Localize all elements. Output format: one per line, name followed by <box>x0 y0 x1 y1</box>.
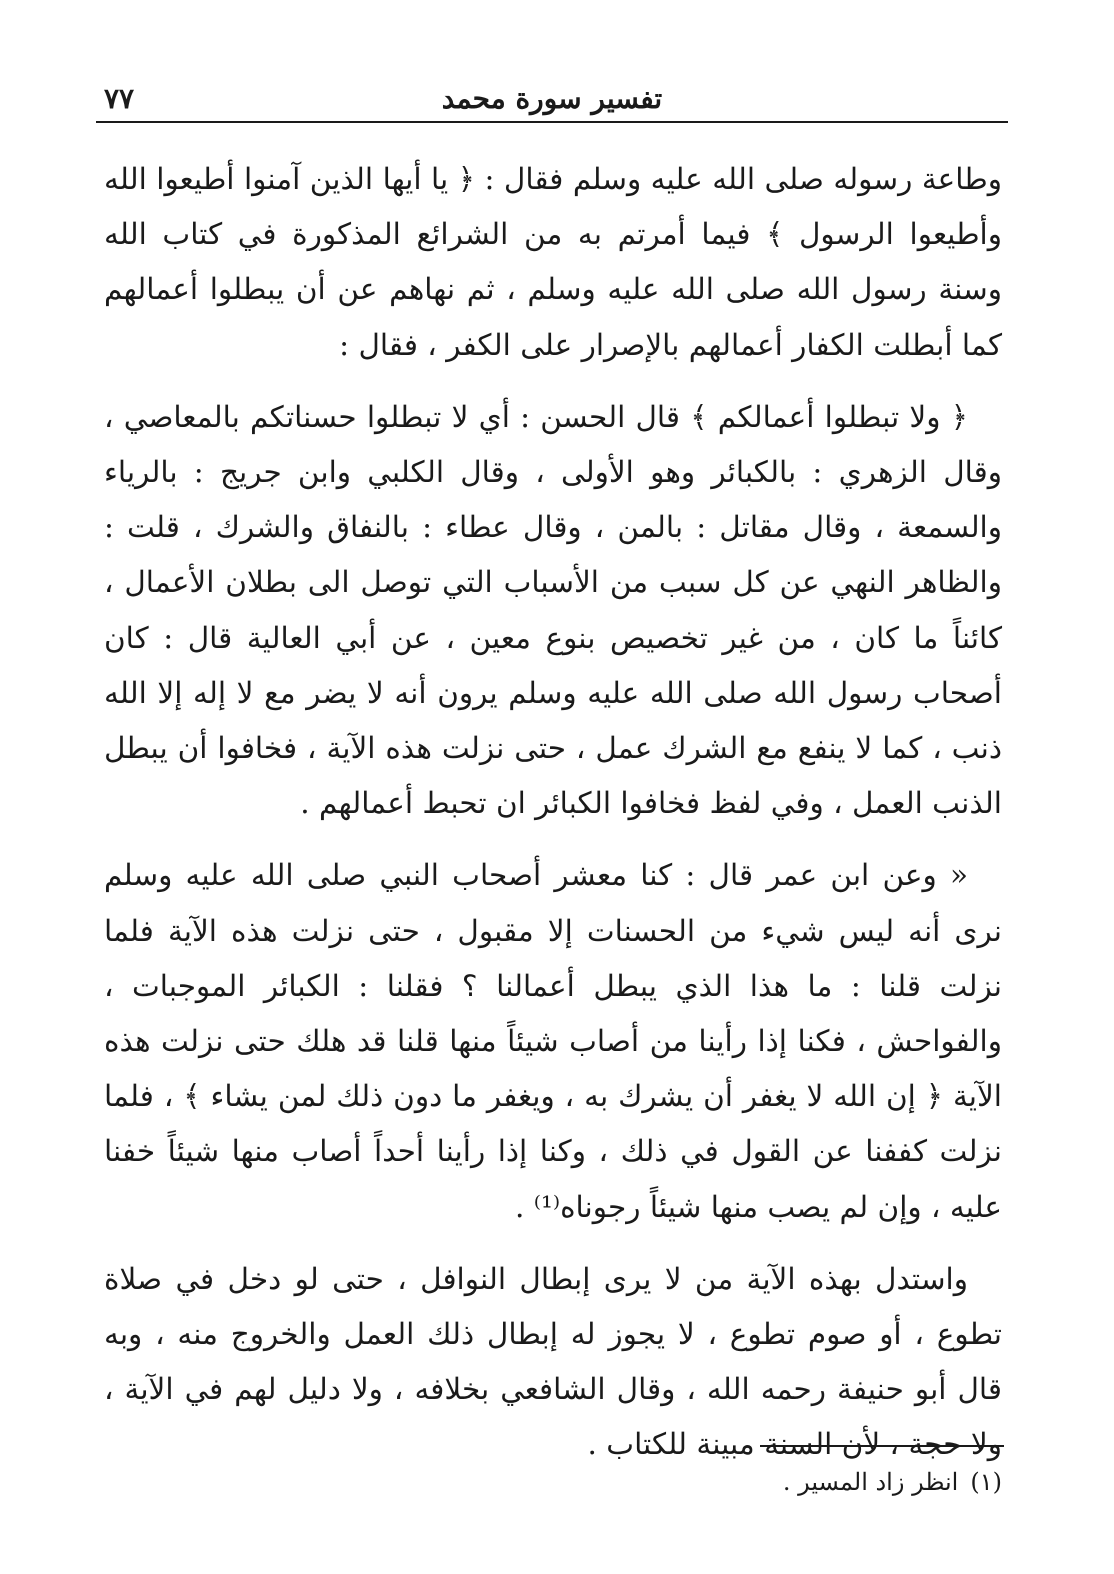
paragraph-ibn-umar-narration: « وعن ابن عمر قال : كنا معشر أصحاب النبي صلى الله عليه وسلم نرى أنه ليس شيء من الحسنات إلا مقبول ، حتى نزلت هذه الآية فلما نزلت قلنا : ما هذا الذي يبطل أعمالنا ؟ فقلنا : الكبائر الموجبات ، والفواحش ، فكنا إذا رأينا من أصاب شيئاً منها قلنا قد هلك حتى نزلت هذه الآية ﴿ إن الله لا يغفر أن يشرك به ، ويغفر ما دون ذلك لمن يشاء ﴾ ، فلما نزلت كففنا عن القول في ذلك ، وكنا إذا رأينا أحداً أصاب منها شيئاً خفنا عليه ، وإن لم يصب منها شيئاً رجوناه⁽¹⁾ . <box>104 858 1002 1224</box>
header-divider <box>96 121 1008 123</box>
chapter-title: تفسير سورة محمد <box>441 82 663 115</box>
running-header <box>96 78 1008 118</box>
footnote-divider <box>760 1445 1004 1447</box>
paragraph-obedience: وطاعة رسوله صلى الله عليه وسلم فقال : ﴿ يا أيها الذين آمنوا أطيعوا الله وأطيعوا الرسول ﴾ فيما أمرتم به من الشرائع المذكورة في كتاب الله وسنة رسول الله صلى الله عليه وسلم ، ثم نهاهم عن أن يبطلوا أعمالهم كما أبطلت الكفار أعمالهم بالإصرار على الكفر ، فقال : <box>104 162 1002 362</box>
paragraph-do-not-nullify-deeds: ﴿ ولا تبطلوا أعمالكم ﴾ قال الحسن : أي لا تبطلوا حسناتكم بالمعاصي ، وقال الزهري : بالكبائر وهو الأولى ، وقال الكلبي وابن جريج : بالرياء والسمعة ، وقال مقاتل : بالمن ، وقال عطاء : بالنفاق والشرك ، قلت : والظاهر النهي عن كل سبب من الأسباب التي توصل الى بطلان الأعمال ، كائناً ما كان ، من غير تخصيص بنوع معين ، عن أبي العالية قال : كان أصحاب رسول الله صلى الله عليه وسلم يرون أنه لا يضر مع لا إله إلا الله ذنب ، كما لا ينفع مع الشرك عمل ، حتى نزلت هذه الآية ، فخافوا أن يبطل الذنب العمل ، وفي لفظ فخافوا الكبائر ان تحبط أعمالهم . <box>104 399 1002 821</box>
main-text <box>104 152 1002 1473</box>
footnote-text: انظر زاد المسير . <box>782 1468 959 1496</box>
footnote-marker: (١) <box>970 1468 1002 1496</box>
paragraph-voluntary-acts: واستدل بهذه الآية من لا يرى إبطال النوافل ، حتى لو دخل في صلاة تطوع ، أو صوم تطوع ، لا يجوز له إبطال ذلك العمل والخروج منه ، وبه قال أبو حنيفة رحمه الله ، وقال الشافعي بخلافه ، ولا دليل لهم في الآية ، ولا حجة ، لأن السنة مبينة للكتاب . <box>104 1261 1002 1462</box>
page-number: ٧٧ <box>104 82 135 115</box>
footnote <box>700 1466 1002 1498</box>
